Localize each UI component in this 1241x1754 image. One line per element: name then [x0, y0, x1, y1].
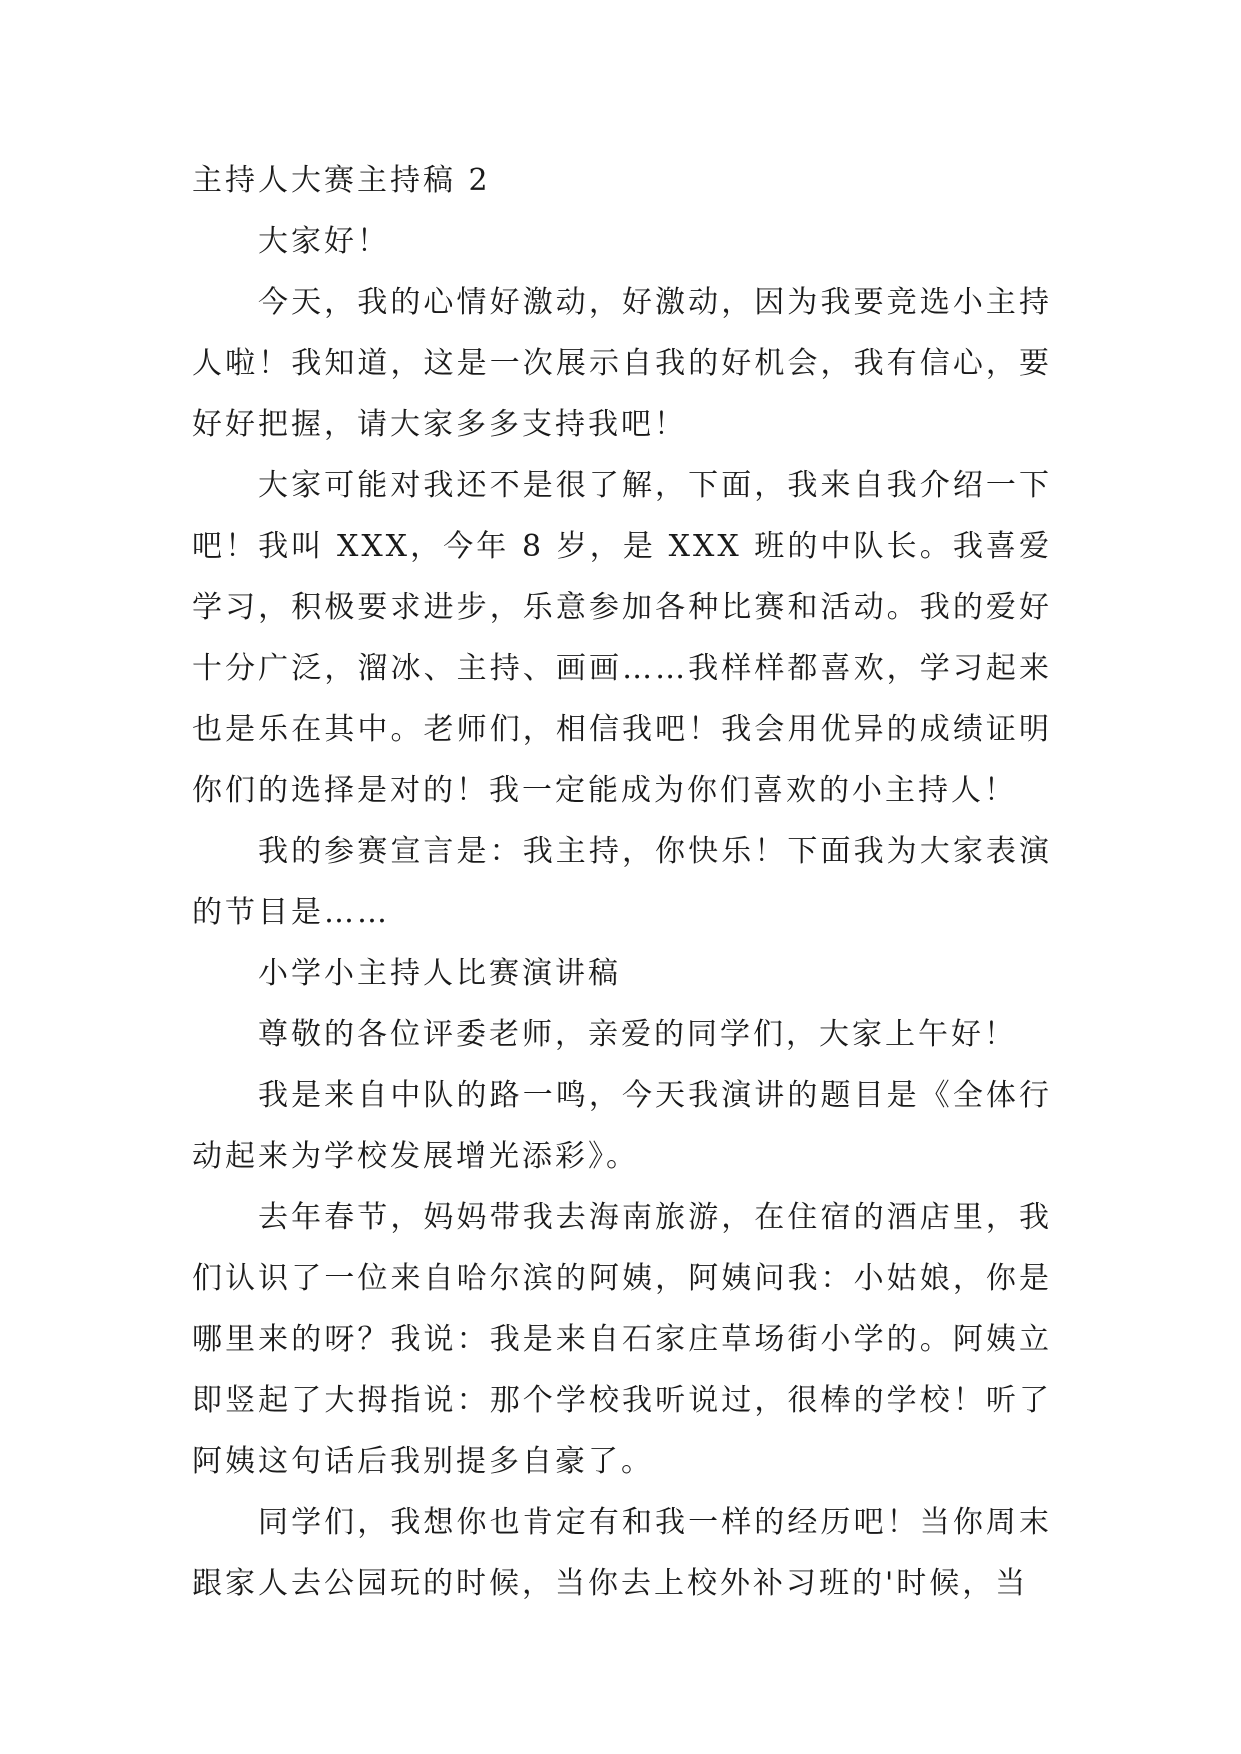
document-title: 主持人大赛主持稿 2 — [192, 163, 491, 198]
paragraph-excitement: 今天，我的心情好激动，好激动，因为我要竞选小主持人啦！我知道，这是一次展示自我的好机会，我有信心，要好好把握，请大家多多支持我吧！ — [192, 285, 1052, 442]
paragraph-self-intro: 大家可能对我还不是很了解，下面，我来自我介绍一下吧！我叫 XXX，今年 8 岁，是 XXX 班的中队长。我喜爱学习，积极要求进步，乐意参加各种比赛和活动。我的爱好十分广泛，溜冰、主持、画画……我样样都喜欢，学习起来也是乐在其中。老师们，相信我吧！我会用优异的成绩证明你们的选择是对的！我一定能成为你们喜欢的小主持人！ — [192, 468, 1052, 808]
paragraph-speech-topic: 我是来自中队的路一鸣，今天我演讲的题目是《全体行动起来为学校发展增光添彩》。 — [192, 1078, 1052, 1174]
document-page — [192, 150, 1052, 1614]
paragraph-story: 去年春节，妈妈带我去海南旅游，在住宿的酒店里，我们认识了一位来自哈尔滨的阿姨，阿姨问我：小姑娘，你是哪里来的呀？我说：我是来自石家庄草场街小学的。阿姨立即竖起了大拇指说：那个学校我听说过，很棒的学校！听了阿姨这句话后我别提多自豪了。 — [192, 1200, 1052, 1479]
paragraph-greeting: 大家好！ — [258, 224, 390, 259]
section-heading: 小学小主持人比赛演讲稿 — [258, 956, 621, 991]
paragraph-declaration: 我的参赛宣言是：我主持，你快乐！下面我为大家表演的节目是…… — [192, 834, 1052, 930]
paragraph-experience: 同学们，我想你也肯定有和我一样的经历吧！当你周末跟家人去公园玩的时候，当你去上校外补习班的'时候，当 — [192, 1505, 1052, 1601]
paragraph-salutation: 尊敬的各位评委老师，亲爱的同学们，大家上午好！ — [258, 1017, 1017, 1052]
